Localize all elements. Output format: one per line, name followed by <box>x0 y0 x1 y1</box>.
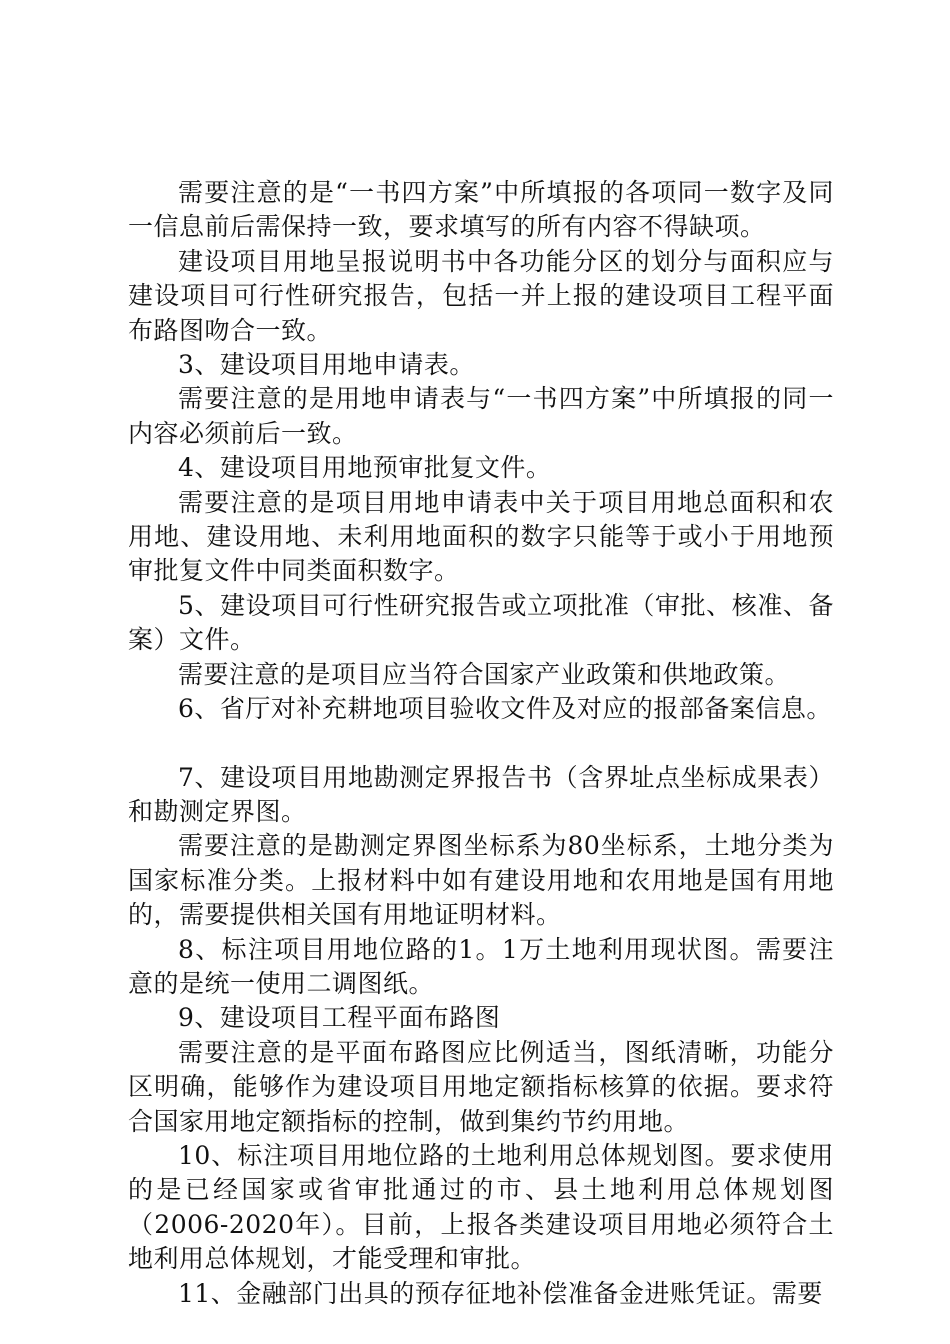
item-9-note: 需要注意的是平面布路图应比例适当，图纸清晰，功能分区明确，能够作为建设项目用地定额指标核算的依据。要求符合国家用地定额指标的控制，做到集约节约用地。 <box>128 1037 834 1136</box>
item-7-heading: 7、建设项目用地勘测定界报告书（含界址点坐标成果表）和勘测定界图。 <box>128 762 834 826</box>
blank-line <box>128 727 834 761</box>
item-3-note: 需要注意的是用地申请表与“一书四方案”中所填报的同一内容必须前后一致。 <box>128 384 834 448</box>
item-10-heading: 10、标注项目用地位路的土地利用总体规划图。要求使用的是已经国家或省审批通过的市、县土地利用总体规划图（2006-2020年）。目前，上报各类建设项目用地必须符合土地利用总体规划，才能受理和审批。 <box>128 1140 834 1274</box>
item-8-heading: 8、标注项目用地位路的1。1万土地利用现状图。需要注意的是统一使用二调图纸。 <box>128 934 834 998</box>
item-11-heading: 11、金融部门出具的预存征地补偿准备金进账凭证。需要 <box>178 1278 823 1308</box>
item-5-note: 需要注意的是项目应当符合国家产业政策和供地政策。 <box>178 659 791 689</box>
item-9-heading: 9、建设项目工程平面布路图 <box>178 1003 501 1033</box>
document-body <box>128 176 834 1311</box>
item-3-heading: 3、建设项目用地申请表。 <box>178 350 475 380</box>
item-6-heading: 6、省厅对补充耕地项目验收文件及对应的报部备案信息。 <box>178 694 832 724</box>
item-4-note: 需要注意的是项目用地申请表中关于项目用地总面积和农用地、建设用地、未利用地面积的数字只能等于或小于用地预审批复文件中同类面积数字。 <box>128 487 834 586</box>
item-4-heading: 4、建设项目用地预审批复文件。 <box>178 453 552 483</box>
item-5-heading: 5、建设项目可行性研究报告或立项批准（审批、核准、备案）文件。 <box>128 590 834 655</box>
paragraph-consistency-note: 需要注意的是“一书四方案”中所填报的各项同一数字及同一信息前后需保持一致，要求填写的所有内容不得缺项。 <box>128 178 834 242</box>
item-7-note: 需要注意的是勘测定界图坐标系为80坐标系，土地分类为国家标准分类。上报材料中如有建设用地和农用地是国有用地的，需要提供相关国有用地证明材料。 <box>128 831 834 930</box>
paragraph-report-note: 建设项目用地呈报说明书中各功能分区的划分与面积应与建设项目可行性研究报告，包括一并上报的建设项目工程平面布路图吻合一致。 <box>128 246 834 345</box>
